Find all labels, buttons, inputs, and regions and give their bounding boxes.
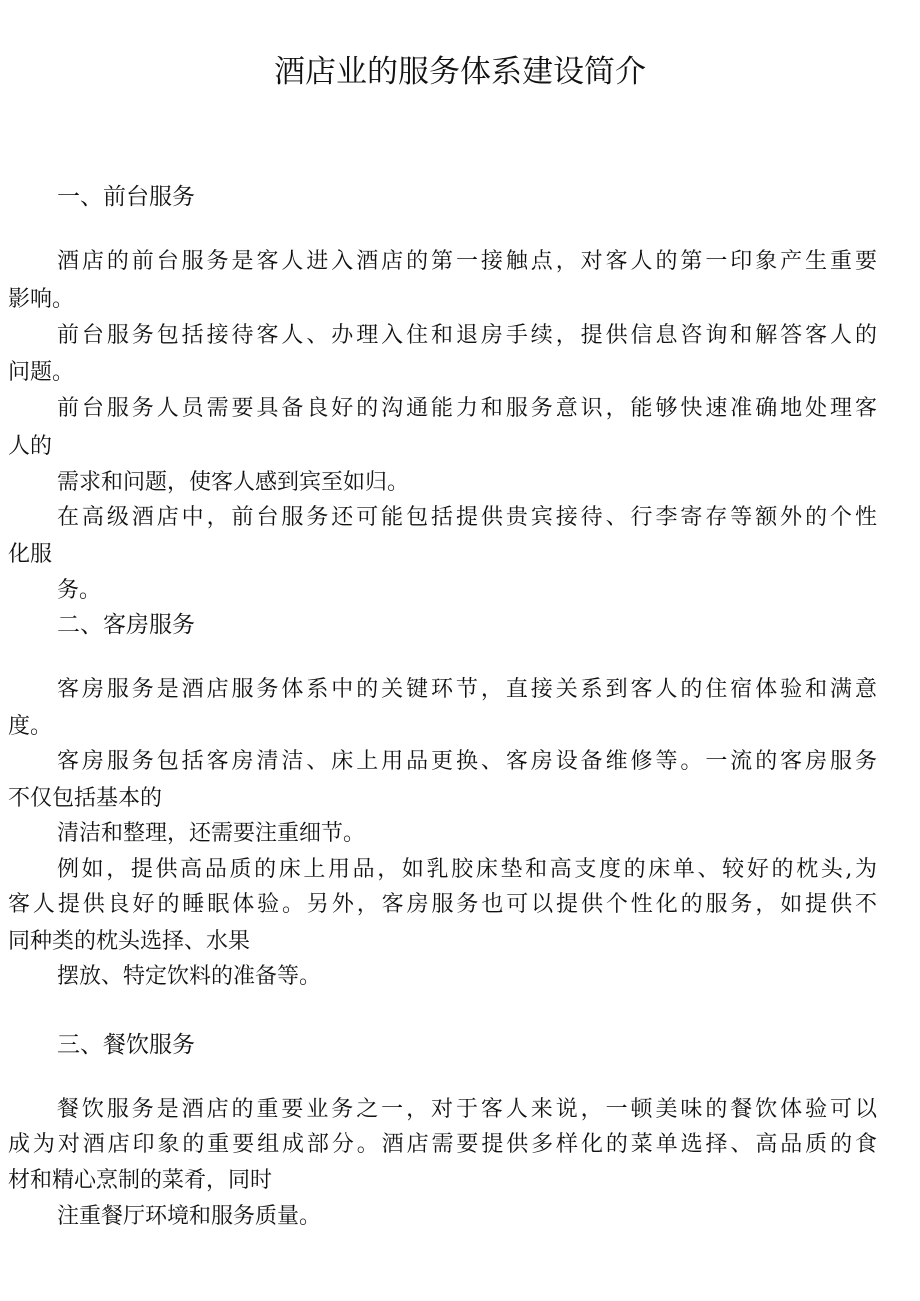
paragraph-line: 材和精心烹制的菜肴，同时 [8, 1168, 273, 1193]
paragraph-line: 在高级酒店中，前台服务还可能包括提供贵宾接待、行李寄存等额外的个性 [57, 505, 877, 530]
paragraph-line: 摆放、特定饮料的准备等。 [57, 964, 322, 989]
section-heading-front-desk: 一、前台服务 [57, 184, 195, 210]
paragraph-line: 前台服务人员需要具备良好的沟通能力和服务意识，能够快速准确地处理客 [57, 396, 877, 421]
paragraph-line: 问题。 [8, 360, 75, 385]
section-heading-housekeeping: 二、客房服务 [57, 612, 195, 638]
paragraph-line: 酒店的前台服务是客人进入酒店的第一接触点，对客人的第一印象产生重要 [57, 249, 877, 274]
paragraph-line: 客人提供良好的睡眠体验。另外，客房服务也可以提供个性化的服务，如提供不 [8, 892, 877, 917]
document-title: 酒店业的服务体系建设简介 [274, 54, 646, 90]
paragraph-line: 需求和问题，使客人感到宾至如归。 [57, 470, 410, 495]
paragraph-line: 例如，提供高品质的床上用品，如乳胶床垫和高支度的床单、较好的枕头,为 [57, 857, 877, 882]
paragraph-line: 同种类的枕头选择、水果 [8, 929, 251, 954]
section-heading-dining: 三、餐饮服务 [57, 1032, 195, 1058]
paragraph-line: 影响。 [8, 287, 75, 312]
paragraph-line: 化服 [8, 542, 53, 567]
paragraph-line: 不仅包括基本的 [8, 786, 163, 811]
paragraph-line: 注重餐厅环境和服务质量。 [57, 1204, 322, 1229]
paragraph-line: 度。 [8, 714, 53, 739]
paragraph-line: 成为对酒店印象的重要组成部分。酒店需要提供多样化的菜单选择、高品质的食 [8, 1132, 877, 1157]
paragraph-line: 餐饮服务是酒店的重要业务之一，对于客人来说，一顿美味的餐饮体验可以 [57, 1097, 877, 1122]
paragraph-line: 清洁和整理，还需要注重细节。 [57, 821, 366, 846]
paragraph-line: 客房服务是酒店服务体系中的关键环节，直接关系到客人的住宿体验和满意 [57, 677, 877, 702]
paragraph-line: 人的 [8, 434, 53, 459]
paragraph-line: 务。 [57, 578, 102, 603]
paragraph-line: 前台服务包括接待客人、办理入住和退房手续，提供信息咨询和解答客人的 [57, 323, 877, 348]
paragraph-line: 客房服务包括客房清洁、床上用品更换、客房设备维修等。一流的客房服务 [57, 749, 877, 774]
